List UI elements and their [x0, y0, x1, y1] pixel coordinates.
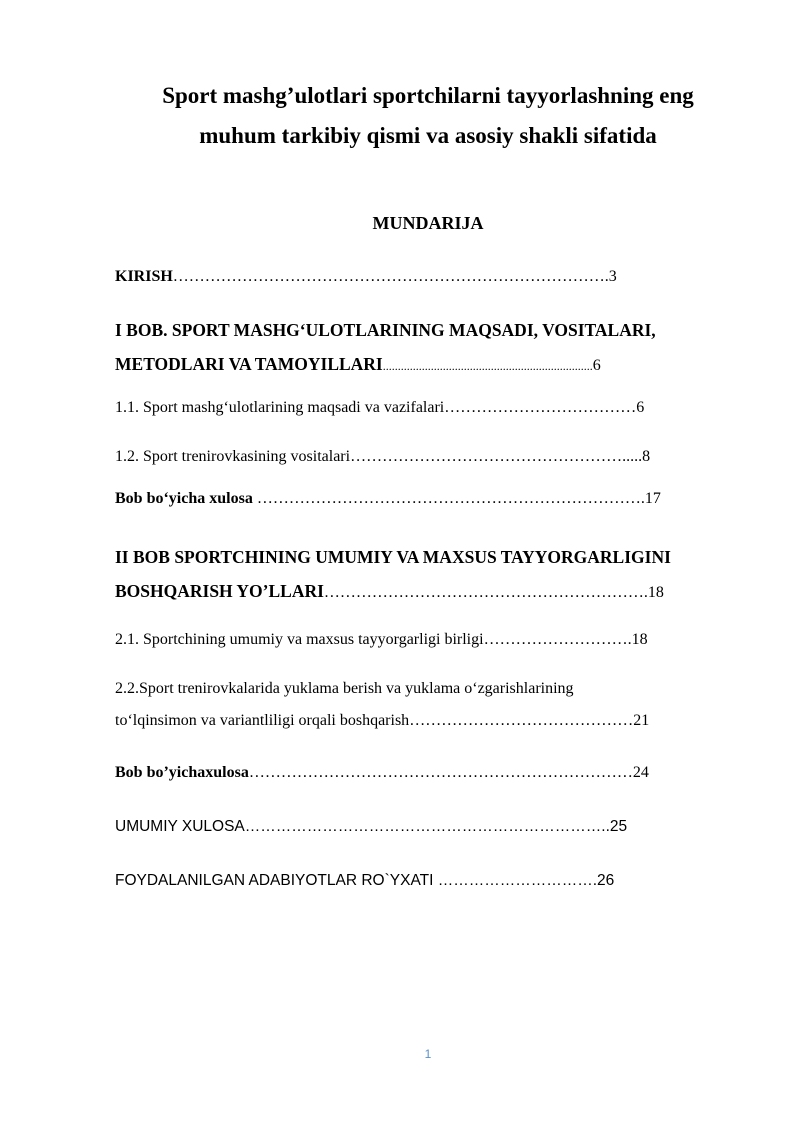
toc-heading: MUNDARIJA: [372, 213, 484, 233]
toc-entry-label: Bob bo’yichaxulosa: [115, 764, 249, 781]
toc-page-number: 8: [642, 448, 651, 465]
toc-entry-label: 2.1. Sportchining umumiy va maxsus tayyorgarligi birligi: [115, 631, 484, 648]
toc-entry-label: BOSHQARISH YO’LLARI: [115, 581, 324, 601]
toc-entry-bob2[interactable]: [115, 581, 664, 602]
toc-entry-label: KIRISH: [115, 268, 173, 285]
page-number: 1: [424, 1047, 432, 1061]
toc-entry-label: FOYDALANILGAN ADABIYOTLAR RO`YXATI: [115, 872, 434, 889]
toc-leader-dots: ……………………….: [483, 631, 632, 648]
toc-entry-adabiyotlar[interactable]: [115, 872, 614, 890]
toc-entry-2-2[interactable]: [115, 712, 649, 730]
toc-page-number: 3: [608, 268, 617, 285]
toc-entry-label: to‘lqinsimon va variantliligi orqali boshqarish: [115, 712, 410, 729]
toc-page-number: 6: [636, 399, 645, 416]
toc-page-number: 21: [633, 712, 650, 729]
toc-leader-dots: …………………………………………………….: [323, 584, 648, 601]
toc-leader-dots: …………………………………………….....: [350, 448, 643, 465]
toc-entry-bob1[interactable]: [115, 354, 601, 375]
toc-leader-dots: ……………………………………………………………..: [244, 818, 610, 835]
toc-entry-xulosa-1[interactable]: [115, 490, 661, 508]
toc-leader-dots: ………………………………………………………………: [248, 764, 633, 781]
toc-chapter-title: I BOB. SPORT MASHG‘ULOTLARINING MAQSADI, VOSITALARI,: [115, 320, 656, 340]
toc-entry-label: METODLARI VA TAMOYILLARI: [115, 354, 383, 374]
toc-entry-label: UMUMIY XULOSA: [115, 818, 245, 835]
toc-leader-dots: ………………………………: [444, 399, 637, 416]
toc-page-number: 26: [597, 872, 615, 889]
toc-entry-label: 1.1. Sport mashg‘ulotlarining maqsadi va vazifalari: [115, 399, 445, 416]
toc-entry-xulosa-2[interactable]: [115, 764, 649, 782]
title-line: muhum tarkibiy qismi va asosiy shakli sifatida: [199, 123, 657, 148]
toc-entry-label: 1.2. Sport trenirovkasining vositalari: [115, 448, 351, 465]
toc-leader-dots: ………………………….: [433, 872, 598, 889]
title-line: Sport mashg’ulotlari sportchilarni tayyorlashning eng: [162, 83, 694, 108]
toc-page-number: 6: [592, 357, 601, 374]
toc-page-number: 18: [631, 631, 648, 648]
toc-leader-dots: ……………………………………………………………….: [252, 490, 645, 507]
toc-page-number: 17: [644, 490, 661, 507]
toc-page-number: 18: [647, 584, 664, 601]
toc-chapter-title: II BOB SPORTCHINING UMUMIY VA MAXSUS TAYYORGARLIGINI: [115, 547, 671, 567]
toc-entry-1-1[interactable]: [115, 399, 644, 417]
toc-page-number: 25: [609, 818, 628, 835]
toc-leader-dots: ……………………………………………………………………….: [172, 268, 609, 285]
document-title: [100, 76, 756, 156]
toc-entry-label: Bob bo‘yicha xulosa: [115, 490, 253, 507]
toc-entry-umumiy-xulosa[interactable]: [115, 818, 627, 836]
toc-entry-2-1[interactable]: [115, 631, 648, 649]
toc-page-number: 24: [632, 764, 649, 781]
toc-entry-kirish[interactable]: [115, 268, 617, 286]
toc-entry-1-2[interactable]: [115, 448, 650, 466]
toc-leader-dots: ......................................................................: [382, 359, 593, 373]
toc-entry-2-2-line1: 2.2.Sport trenirovkalarida yuklama berish va yuklama o‘zgarishlarining: [115, 680, 574, 697]
toc-leader-dots: ……………………………………: [409, 712, 634, 729]
